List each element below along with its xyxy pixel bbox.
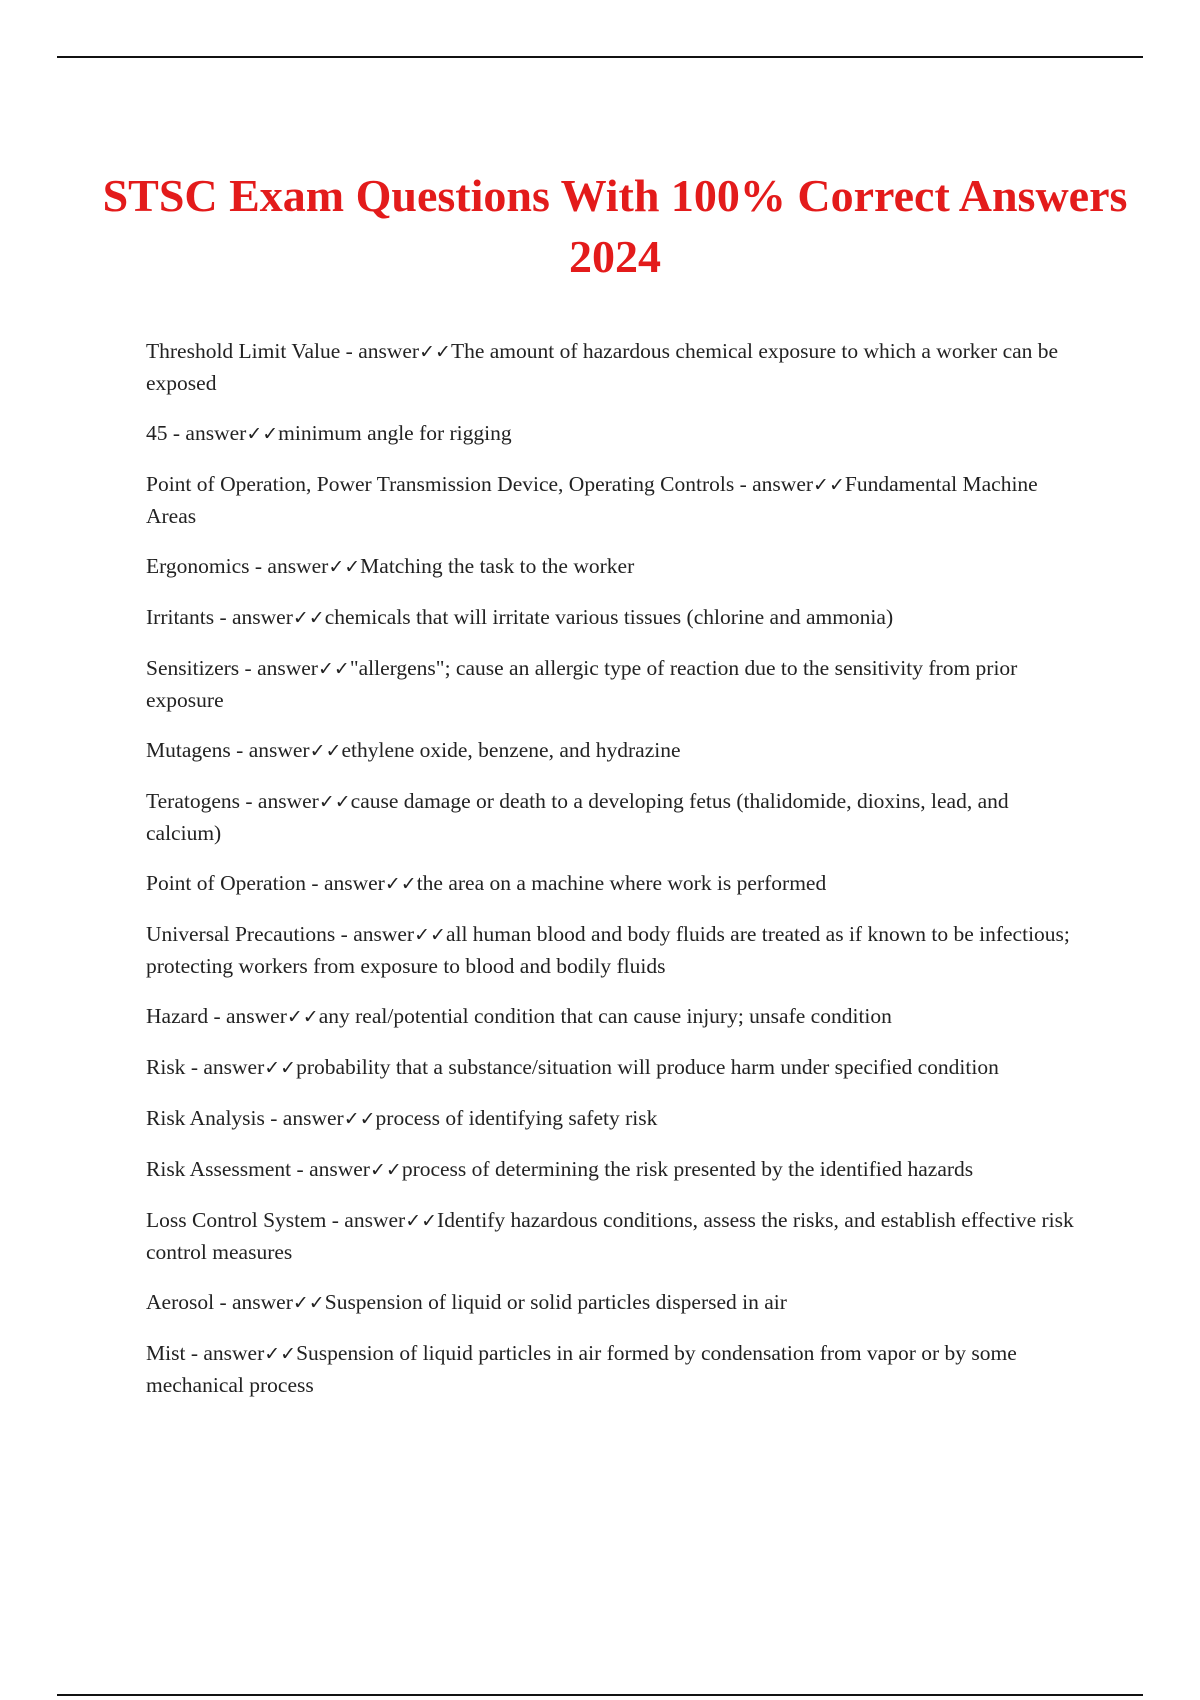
qa-item [146, 868, 1086, 900]
answer-separator: - answer [326, 1208, 406, 1232]
double-check-icon: ✓✓ [384, 873, 417, 895]
qa-answer: Fundamental Machine Areas [146, 472, 1038, 528]
qa-term: Risk Assessment [146, 1157, 292, 1181]
qa-item [146, 1052, 1086, 1084]
answer-separator: - answer [306, 871, 385, 895]
qa-term: Teratogens [146, 789, 241, 813]
footer-rule [57, 1694, 1143, 1696]
answer-separator: - answer [335, 922, 415, 946]
qa-term: Mist [146, 1341, 186, 1365]
qa-item [146, 602, 1086, 634]
answer-separator: - answer [240, 789, 319, 813]
qa-answer: cause damage or death to a developing fetus (thalidomide, dioxins, lead, and calcium) [146, 789, 1009, 845]
double-check-icon: ✓✓ [318, 791, 351, 813]
qa-item [146, 551, 1086, 583]
qa-term: Risk Analysis [146, 1106, 265, 1130]
answer-separator: - answer [208, 1004, 287, 1028]
qa-answer: probability that a substance/situation will produce harm under specified condition [296, 1055, 999, 1079]
qa-answer: process of determining the risk presented by the identified hazards [401, 1157, 974, 1181]
qa-answer: the area on a machine where work is performed [416, 871, 827, 895]
double-check-icon: ✓✓ [246, 423, 279, 445]
qa-answer: any real/potential condition that can cause injury; unsafe condition [318, 1004, 892, 1028]
qa-item [146, 786, 1086, 849]
double-check-icon: ✓✓ [292, 607, 325, 629]
qa-item [146, 418, 1086, 450]
double-check-icon: ✓✓ [343, 1108, 376, 1130]
qa-item [146, 1103, 1086, 1135]
qa-term: Risk [146, 1055, 186, 1079]
qa-item [146, 1154, 1086, 1186]
qa-answer: ethylene oxide, benzene, and hydrazine [341, 738, 681, 762]
qa-item [146, 336, 1086, 399]
qa-term: Point of Operation, Power Transmission Device, Operating Controls [146, 472, 735, 496]
qa-term: 45 [146, 421, 168, 445]
qa-term: Sensitizers [146, 656, 240, 680]
double-check-icon: ✓✓ [317, 658, 350, 680]
qa-term: Point of Operation [146, 871, 307, 895]
qa-item [146, 735, 1086, 767]
qa-term: Universal Precautions [146, 922, 336, 946]
double-check-icon: ✓✓ [309, 740, 342, 762]
answer-separator: - answer [214, 605, 293, 629]
header-rule [57, 56, 1143, 58]
answer-separator: - answer [167, 421, 247, 445]
double-check-icon: ✓✓ [419, 341, 451, 363]
double-check-icon: ✓✓ [264, 1057, 297, 1079]
double-check-icon: ✓✓ [405, 1210, 438, 1232]
qa-item [146, 1001, 1086, 1033]
qa-item [146, 1338, 1086, 1401]
qa-answer: "allergens"; cause an allergic type of reaction due to the sensitivity from prior exposure [146, 656, 1018, 712]
answer-separator: - answer [734, 472, 814, 496]
double-check-icon: ✓✓ [292, 1292, 325, 1314]
qa-answer: process of identifying safety risk [375, 1106, 658, 1130]
qa-answer: chemicals that will irritate various tissues (chlorine and ammonia) [324, 605, 894, 629]
double-check-icon: ✓✓ [369, 1159, 402, 1181]
qa-answer: Suspension of liquid particles in air formed by condensation from vapor or by some mechanical process [146, 1341, 1017, 1397]
qa-item [146, 469, 1086, 532]
qa-answer: Suspension of liquid or solid particles dispersed in air [324, 1290, 787, 1314]
answer-separator: - answer [214, 1290, 293, 1314]
double-check-icon: ✓✓ [813, 474, 845, 496]
qa-term: Mutagens [146, 738, 231, 762]
answer-separator: - answer [264, 1106, 344, 1130]
answer-separator: - answer [291, 1157, 370, 1181]
qa-term: Irritants [146, 605, 215, 629]
qa-term: Aerosol [146, 1290, 215, 1314]
qa-answer: Identify hazardous conditions, assess the risks, and establish effective risk control measures [146, 1208, 1074, 1264]
double-check-icon: ✓✓ [264, 1343, 297, 1365]
qa-item [146, 1205, 1086, 1268]
answer-separator: - answer [239, 656, 318, 680]
answer-separator: - answer [340, 339, 420, 363]
qa-answer: The amount of hazardous chemical exposure to which a worker can be exposed [146, 339, 1059, 395]
qa-item [146, 919, 1086, 982]
double-check-icon: ✓✓ [286, 1006, 319, 1028]
answer-separator: - answer [249, 554, 329, 578]
qa-answer: all human blood and body fluids are treated as if known to be infectious; protecting workers from exposure to blood and bodily fluids [146, 922, 1070, 978]
double-check-icon: ✓✓ [328, 556, 361, 578]
qa-term: Ergonomics [146, 554, 250, 578]
qa-item [146, 1287, 1086, 1319]
qa-item [146, 653, 1086, 716]
qa-answer: Matching the task to the worker [360, 554, 635, 578]
qa-term: Threshold Limit Value [146, 339, 341, 363]
answer-separator: - answer [185, 1341, 265, 1365]
answer-separator: - answer [230, 738, 310, 762]
qa-term: Hazard [146, 1004, 209, 1028]
page-title: STSC Exam Questions With 100% Correct Answers 2024 [102, 170, 1128, 282]
qa-term: Loss Control System [146, 1208, 327, 1232]
qa-list [146, 336, 1086, 1420]
double-check-icon: ✓✓ [414, 924, 446, 946]
qa-answer: minimum angle for rigging [278, 421, 512, 445]
answer-separator: - answer [185, 1055, 265, 1079]
